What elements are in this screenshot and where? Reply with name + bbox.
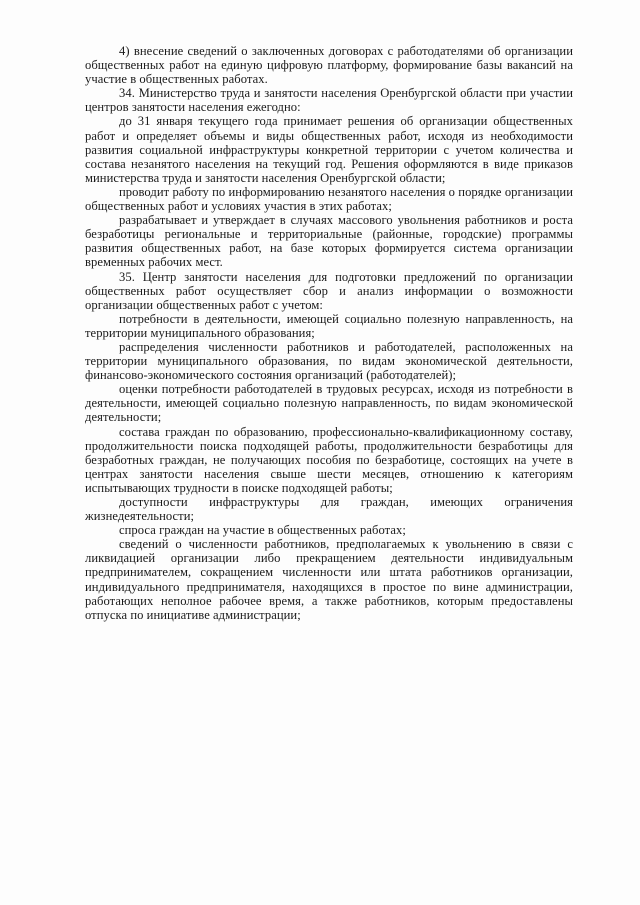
paragraph-section-35: 35. Центр занятости населения для подготовки предложений по организации общественных работ осуществляет сбор и анализ информации о возможности организации общественных работ с учетом:	[85, 269, 573, 312]
paragraph-informing: проводит работу по информированию незанятого населения о порядке организации общественных работ и условиях участия в этих работах;	[85, 184, 573, 214]
paragraph-citizen-composition: состава граждан по образованию, профессионально-квалификационному составу, продолжительности поиска подходящей работы, продолжительности безработицы для безработных граждан, не получающих пособия по безработице, состоящих на учете в центрах занятости населения свыше шести месяцев, отношению к категориям испытывающих трудности в поиске подходящей работы;	[85, 424, 573, 495]
paragraph-employer-needs: оценки потребности работодателей в трудовых ресурсах, исходя из потребности в деятельности, имеющей социально полезную направленность, по видам экономической деятельности;	[85, 382, 573, 425]
paragraph-accessibility: доступности инфраструктуры для граждан, имеющих ограничения жизнедеятельности;	[85, 495, 573, 524]
paragraph-demand: спроса граждан на участие в общественных работах;	[119, 523, 406, 538]
document-body	[85, 44, 573, 622]
paragraph-need-activity: потребности в деятельности, имеющей социально полезную направленность, на территории муниципального образования;	[85, 311, 573, 340]
paragraph-distribution: распределения численности работников и работодателей, расположенных на территории муниципального образования, по видам экономической деятельности, финансово-экономического состояния организаций (работодателей);	[85, 339, 573, 383]
paragraph-dismissal-info: сведений о численности работников, предполагаемых к увольнению в связи с ликвидацией организации либо прекращением деятельности индивидуальным предпринимателем, сокращением численности или штата работников организации, индивидуального предпринимателя, находящихся в простое по вине администрации, работающих неполное рабочее время, а также работников, которым предоставлены отпуска по инициативе администрации;	[85, 537, 573, 622]
paragraph-january-decision: до 31 января текущего года принимает решения об организации общественных работ и определяет объемы и виды общественных работ, исходя из необходимости развития социальной инфраструктуры конкретной территории с учетом количества и состава незанятого населения на текущий год. Решения оформляются в виде приказов министерства труда и занятости населения Оренбургской области;	[85, 114, 573, 185]
paragraph-section-34: 34. Министерство труда и занятости населения Оренбургской области при участии центров занятости населения ежегодно:	[85, 86, 573, 115]
paragraph-programs: разрабатывает и утверждает в случаях массового увольнения работников и роста безработицы региональные и территориальные (районные, городские) программы развития общественных работ, на базе которых формируется система организации временных рабочих мест.	[85, 213, 573, 270]
paragraph-item-4: 4) внесение сведений о заключенных договорах с работодателями об организации общественных работ на единую цифровую платформу, формирование базы вакансий на участие в общественных работах.	[85, 44, 573, 87]
